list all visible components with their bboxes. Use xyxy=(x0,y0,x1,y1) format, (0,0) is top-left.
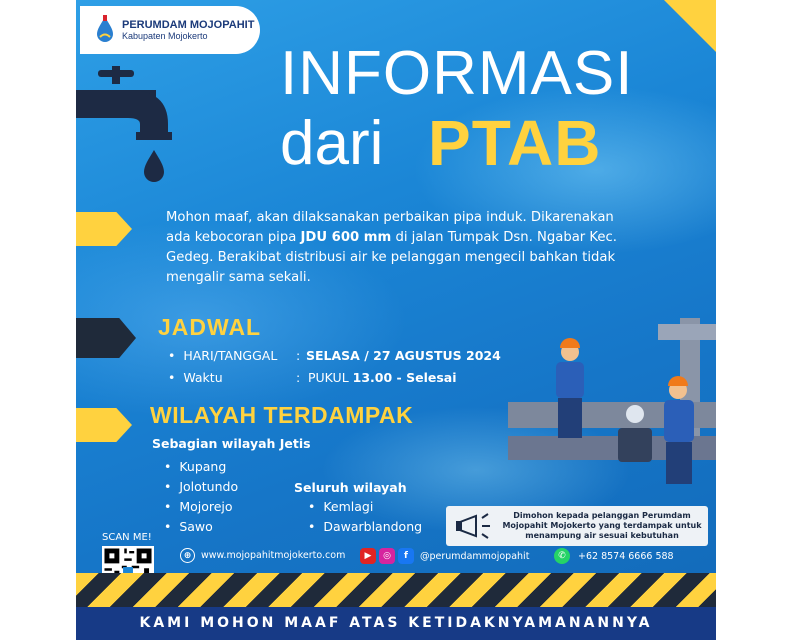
chevron-decoration xyxy=(76,212,132,246)
schedule-label-time: • Waktu xyxy=(168,370,223,385)
logo-region: Kabupaten Mojokerto xyxy=(122,31,208,41)
logo xyxy=(80,6,260,54)
affected-heading: WILAYAH TERDAMPAK xyxy=(150,402,414,428)
social-handle[interactable]: @perumdammojopahit xyxy=(420,550,530,562)
chevron-decoration xyxy=(76,408,132,442)
logo-name: PERUMDAM MOJOPAHIT xyxy=(122,19,255,31)
facebook-icon[interactable]: f xyxy=(398,548,414,564)
hazard-stripe xyxy=(76,573,716,607)
list-item: • Mojorejo xyxy=(164,499,233,514)
globe-icon: ⊕ xyxy=(180,548,195,563)
megaphone-icon xyxy=(454,508,498,544)
schedule-heading: JADWAL xyxy=(158,314,262,340)
poster xyxy=(76,0,716,640)
chevron-decoration xyxy=(76,318,136,358)
website-text[interactable]: www.mojopahitmojokerto.com xyxy=(201,550,346,561)
list-item: • Kupang xyxy=(164,459,227,474)
list-item: • Kemlagi xyxy=(308,499,374,514)
schedule-label-date: • HARI/TANGGAL xyxy=(168,348,278,363)
schedule-date-value: SELASA / 27 AGUSTUS 2024 xyxy=(306,348,501,363)
schedule-sep: : xyxy=(296,370,301,385)
title-dari: dari xyxy=(280,109,384,178)
list-item: • Dawarblandong xyxy=(308,519,423,534)
pipe-workers-illustration xyxy=(508,318,716,492)
footer-banner: KAMI MOHON MAAF ATAS KETIDAKNYAMANANNYA xyxy=(76,607,716,640)
partial-area-title: Sebagian wilayah Jetis xyxy=(152,436,311,451)
title-ptab: PTAB xyxy=(428,107,602,179)
list-item: • Jolotundo xyxy=(164,479,239,494)
notice-text: Dimohon kepada pelanggan Perumdam Mojopahit Mojokerto yang terdampak untuk menampung air sesuai kebutuhan xyxy=(502,511,702,540)
schedule-time-value: PUKUL 13.00 - Selesai xyxy=(308,370,457,385)
phone-contact[interactable] xyxy=(554,548,674,564)
phone-number[interactable]: +62 8574 6666 588 xyxy=(578,550,674,562)
water-drop-logo-icon xyxy=(94,15,116,45)
instagram-icon[interactable]: ◎ xyxy=(379,548,395,564)
youtube-icon[interactable]: ▶ xyxy=(360,548,376,564)
pipe-size: JDU 600 mm xyxy=(300,230,392,245)
list-item: • Sawo xyxy=(164,519,213,534)
website-contact[interactable] xyxy=(180,548,345,563)
whatsapp-icon[interactable]: ✆ xyxy=(554,548,570,564)
title-informasi: INFORMASI xyxy=(280,39,634,108)
scan-label: SCAN ME! xyxy=(102,532,152,543)
corner-accent xyxy=(664,0,716,52)
announcement-text: Mohon maaf, akan dilaksanakan perbaikan pipa induk. Dikarenakan ada kebocoran pipa JDU 600 mm di jalan Tumpak Dsn. Ngabar Kec. Gedeg. Berakibat distribusi air ke pelanggan mengecil bahkan tidak mengalir sama sekali. xyxy=(166,210,617,285)
notice-box xyxy=(446,506,708,546)
full-area-title: Seluruh wilayah xyxy=(294,480,407,495)
social-contact[interactable] xyxy=(360,548,529,564)
schedule-sep: : xyxy=(296,348,301,363)
faucet-icon xyxy=(76,66,176,190)
